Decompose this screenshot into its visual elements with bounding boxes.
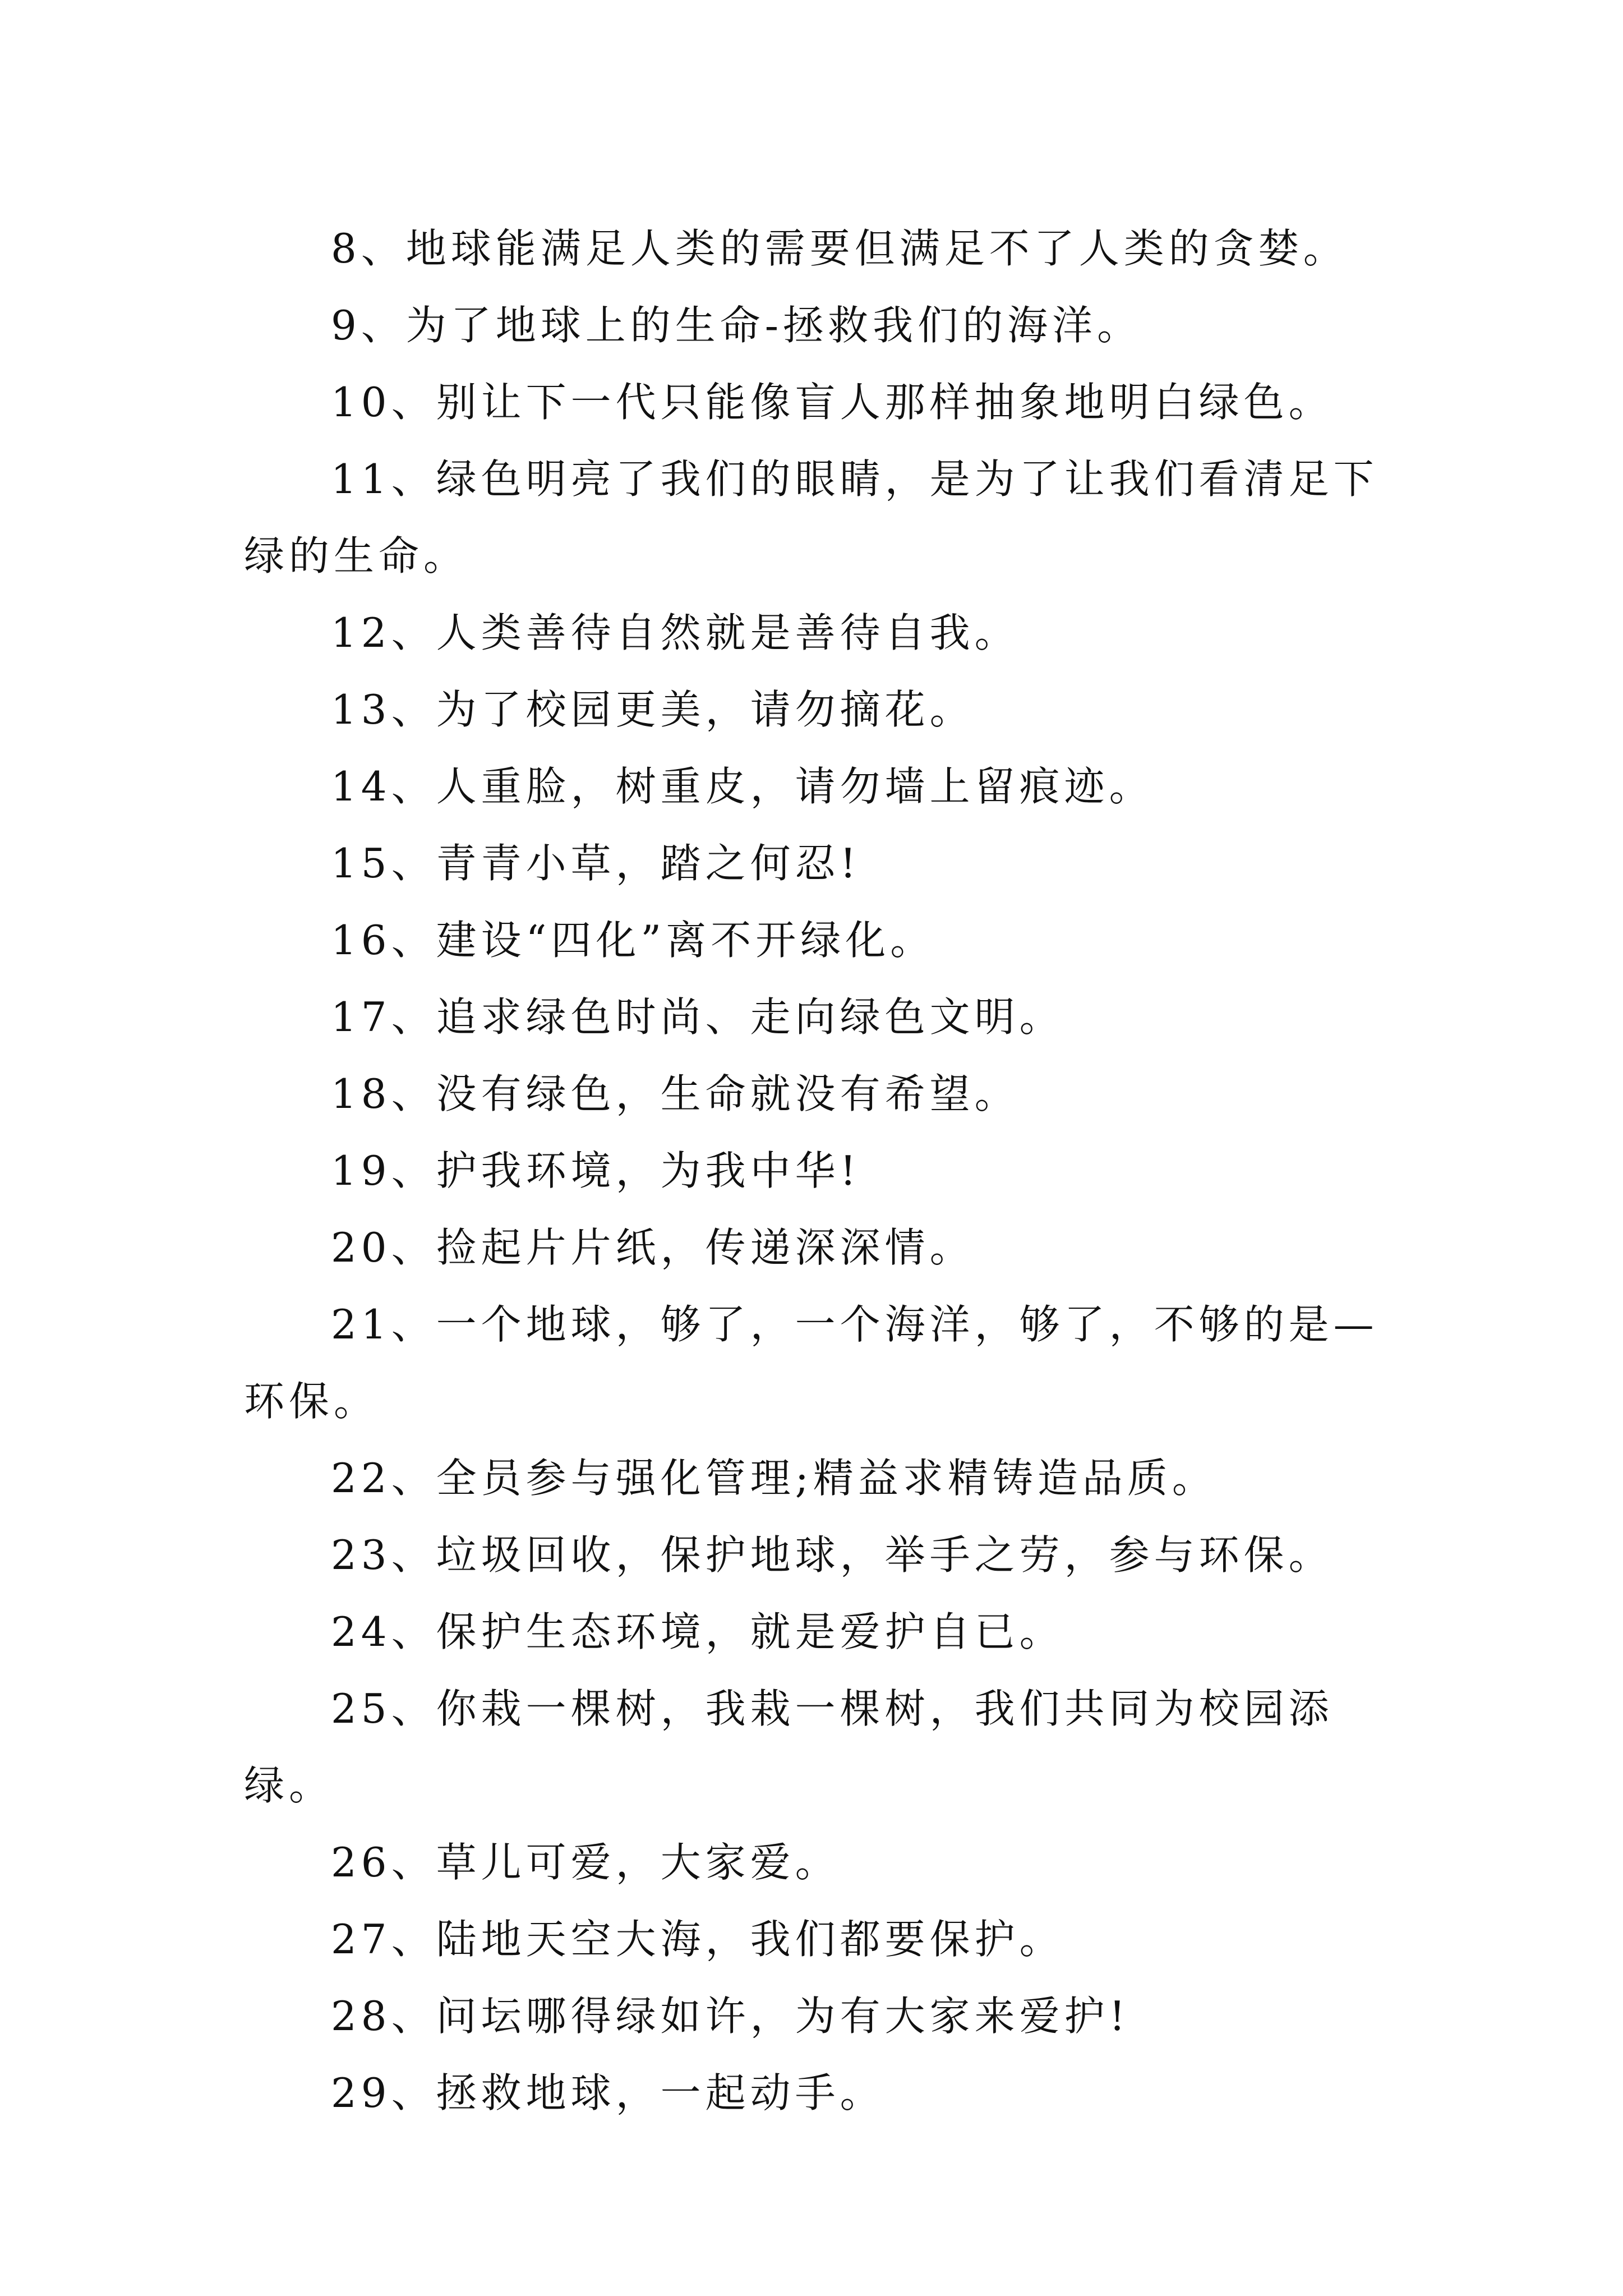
slogan-item-18: 18、没有绿色，生命就没有希望。	[331, 1070, 1020, 1117]
slogan-item-29: 29、拯救地球，一起动手。	[331, 2069, 885, 2116]
slogan-item-15: 15、青青小草，踏之何忍!	[331, 840, 861, 887]
slogan-item-22: 22、全员参与强化管理;精益求精铸造品质。	[331, 1455, 1217, 1502]
slogan-item-8: 8、地球能满足人类的需要但满足不了人类的贪婪。	[331, 225, 1348, 272]
slogan-list	[244, 210, 1382, 2132]
slogan-item-10: 10、别让下一代只能像盲人那样抽象地明白绿色。	[331, 379, 1334, 426]
slogan-item-13: 13、为了校园更美，请勿摘花。	[331, 686, 975, 733]
slogan-item-12: 12、人类善待自然就是善待自我。	[331, 609, 1020, 656]
slogan-item-9: 9、为了地球上的生命-拯救我们的海洋。	[331, 302, 1142, 349]
slogan-item-25: 25、你栽一棵树，我栽一棵树，我们共同为校园添绿。	[244, 1685, 1334, 1809]
slogan-item-20: 20、捡起片片纸，传递深深情。	[331, 1224, 975, 1271]
slogan-item-14: 14、人重脸，树重皮，请勿墙上留痕迹。	[331, 763, 1154, 810]
slogan-item-19: 19、护我环境，为我中华!	[331, 1147, 861, 1194]
slogan-item-21: 21、一个地球，够了，一个海洋，够了，不够的是—环保。	[244, 1301, 1378, 1425]
slogan-item-24: 24、保护生态环境，就是爱护自已。	[331, 1608, 1064, 1655]
slogan-item-23: 23、垃圾回收，保护地球，举手之劳，参与环保。	[331, 1531, 1334, 1579]
slogan-item-26: 26、草儿可爱，大家爱。	[331, 1839, 840, 1886]
slogan-item-27: 27、陆地天空大海，我们都要保护。	[331, 1916, 1064, 1963]
slogan-item-16: 16、建设“四化”离不开绿化。	[331, 917, 935, 964]
slogan-item-17: 17、追求绿色时尚、走向绿色文明。	[331, 993, 1064, 1041]
slogan-item-11: 11、绿色明亮了我们的眼睛，是为了让我们看清足下绿的生命。	[244, 455, 1378, 579]
slogan-item-28: 28、问坛哪得绿如许，为有大家来爱护!	[331, 1993, 1130, 2040]
